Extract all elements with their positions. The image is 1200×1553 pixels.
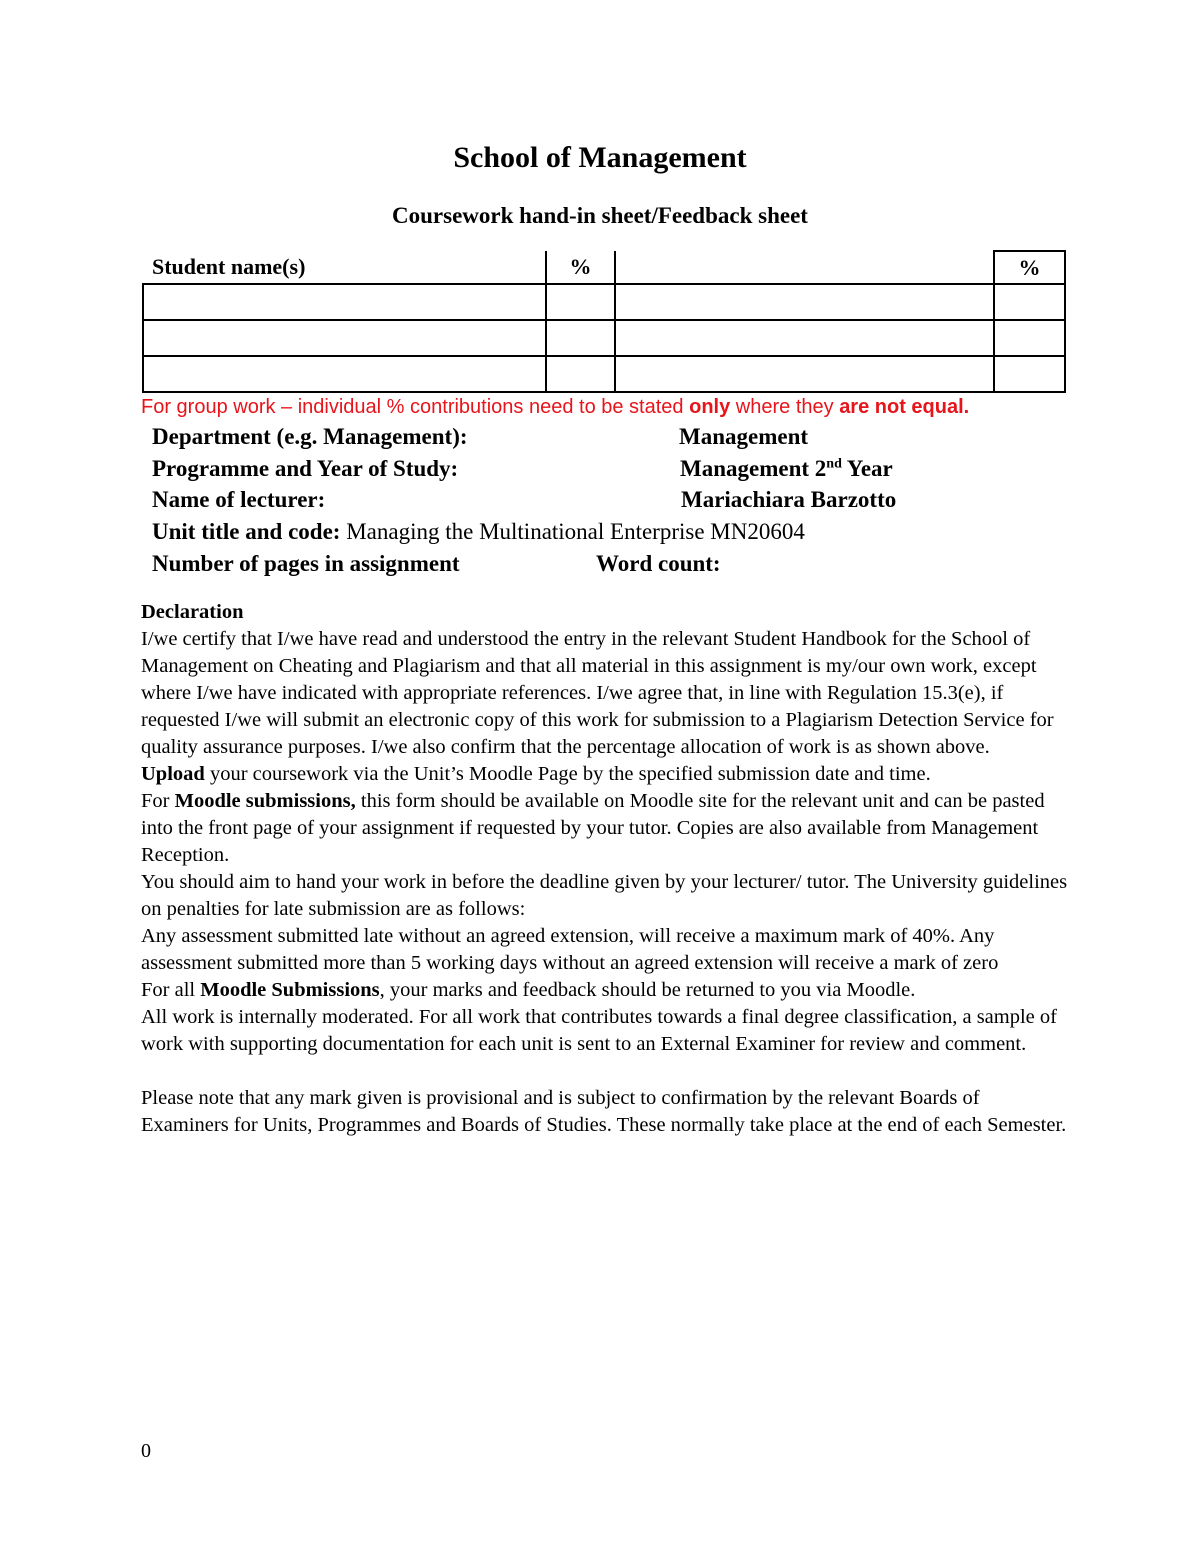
programme-value-main: Management 2 xyxy=(680,456,827,481)
lecturer-label: Name of lecturer: xyxy=(152,487,326,512)
student-name-cell[interactable] xyxy=(143,356,546,392)
student-name-header-2 xyxy=(615,251,994,284)
student-name-cell[interactable] xyxy=(143,320,546,356)
upload-text: your coursework via the Unit’s Moodle Page by the specified submission date and time. xyxy=(204,763,931,785)
department-value: Management xyxy=(679,424,809,449)
table-row xyxy=(143,356,1065,392)
marks-pre: For all xyxy=(141,979,201,1001)
percent-header-1: % xyxy=(546,251,615,284)
moodle-pre: For xyxy=(141,790,175,812)
marks-paragraph xyxy=(141,977,1071,1004)
note-text-2: where they xyxy=(730,396,840,418)
percent-cell[interactable] xyxy=(994,284,1065,320)
group-work-note xyxy=(141,396,969,419)
declaration-section xyxy=(141,599,1071,1139)
provisional-paragraph: Please note that any mark given is provisional and is subject to confirmation by the relevant Boards of Examiners for Units, Programmes and Boards of Studies. These normally take place at the end of each Semester. xyxy=(141,1087,1067,1136)
percent-cell[interactable] xyxy=(546,356,615,392)
note-bold-2: are not equal. xyxy=(839,396,970,418)
table-header-row xyxy=(143,251,1065,284)
page-number: 0 xyxy=(141,1440,151,1462)
penalty-paragraph: Any assessment submitted late without an agreed extension, will receive a maximum mark of 40%. Any assessment submitted more than 5 working days without an agreed extension will receive a mark of zero xyxy=(141,925,999,974)
upload-paragraph xyxy=(141,761,1071,788)
marks-text: , your marks and feedback should be returned to you via Moodle. xyxy=(379,979,916,1001)
programme-value-sup: nd xyxy=(826,456,842,472)
student-name-header: Student name(s) xyxy=(143,251,546,284)
marks-bold: Moodle Submissions xyxy=(200,979,380,1001)
department-label: Department (e.g. Management): xyxy=(152,424,468,449)
page-title: School of Management xyxy=(453,141,747,174)
percent-cell[interactable] xyxy=(994,320,1065,356)
wordcount-label: Word count: xyxy=(596,551,721,576)
percent-cell[interactable] xyxy=(546,320,615,356)
upload-bold: Upload xyxy=(141,763,205,785)
unit-label: Unit title and code: xyxy=(152,519,341,544)
programme-value-year: Year xyxy=(841,456,893,481)
moodle-paragraph xyxy=(141,788,1071,869)
student-name-cell[interactable] xyxy=(143,284,546,320)
lecturer-value: Mariachiara Barzotto xyxy=(681,487,897,512)
percent-header-2: % xyxy=(994,251,1065,284)
declaration-text: I/we certify that I/we have read and understood the entry in the relevant Student Handbook for the School of Management on Cheating and Plagiarism and that all material in this assignment is my/our own work, except where I/we have indicated with appropriate references. I/we agree that, in line with Regulation 15.3(e), if requested I/we will submit an electronic copy of this work for submission to a Plagiarism Detection Service for quality assurance purposes. I/we also confirm that the percentage allocation of work is as shown above. xyxy=(141,628,1054,758)
unit-value: Managing the Multinational Enterprise MN20604 xyxy=(340,519,805,544)
note-text-1: For group work – individual % contributions need to be stated xyxy=(141,396,690,418)
page-subtitle: Coursework hand-in sheet/Feedback sheet xyxy=(392,203,808,228)
declaration-heading: Declaration xyxy=(141,601,244,623)
student-name-cell[interactable] xyxy=(615,356,994,392)
moderation-paragraph: All work is internally moderated. For all work that contributes towards a final degree classification, a sample of work with supporting documentation for each unit is sent to an External Examiner for review and comment. xyxy=(141,1006,1057,1055)
moodle-bold: Moodle submissions, xyxy=(174,790,356,812)
table-row xyxy=(143,320,1065,356)
programme-label: Programme and Year of Study: xyxy=(152,456,459,481)
student-name-cell[interactable] xyxy=(615,284,994,320)
student-name-cell[interactable] xyxy=(615,320,994,356)
percent-cell[interactable] xyxy=(546,284,615,320)
moodle-text: this form should be available on Moodle site for the relevant unit and can be pasted into the front page of your assignment if requested by your tutor. Copies are also available from Management Reception. xyxy=(141,790,1045,866)
percent-cell[interactable] xyxy=(994,356,1065,392)
table-row xyxy=(143,284,1065,320)
pages-label: Number of pages in assignment xyxy=(152,551,460,576)
note-bold-1: only xyxy=(689,396,731,418)
programme-value xyxy=(680,456,893,482)
deadline-paragraph: You should aim to hand your work in before the deadline given by your lecturer/ tutor. The University guidelines on penalties for late submission are as follows: xyxy=(141,871,1068,920)
unit-line xyxy=(152,519,805,545)
student-names-table xyxy=(142,250,1066,393)
